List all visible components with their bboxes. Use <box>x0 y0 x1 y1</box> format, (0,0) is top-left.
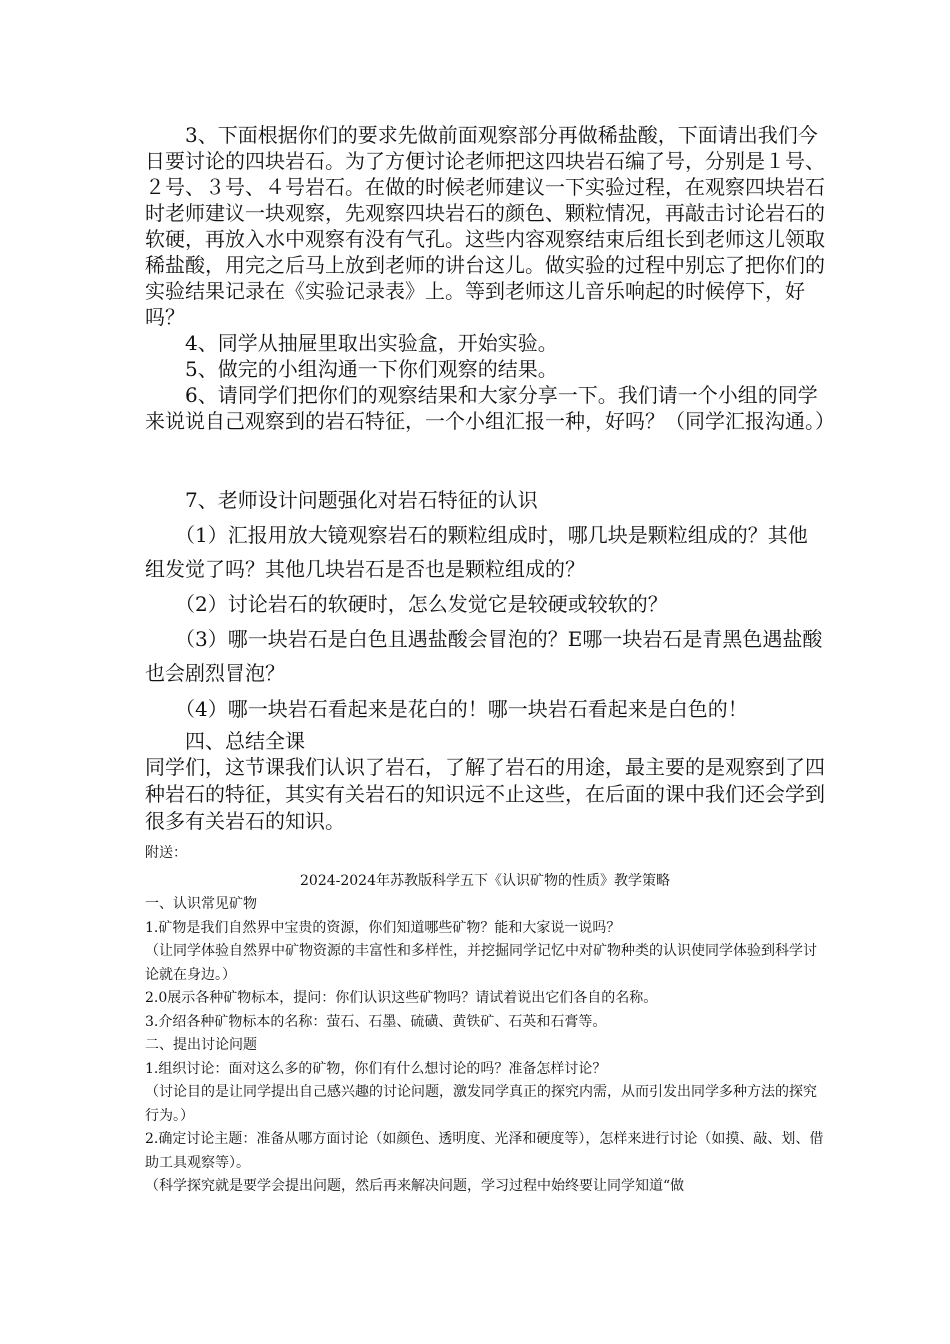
appendix-heading-2: 二、提出讨论问题 <box>145 1037 257 1053</box>
appendix-line: 2.0展示各种矿物标本，提问：你们认识这些矿物吗？请试着说出它们各自的名称。 <box>145 990 658 1006</box>
lesson-questions <box>145 482 825 835</box>
appendix-line: （科学探究就是要学会提出问题，然后再来解决问题，学习过程中始终要让同学知道“做 <box>145 1178 685 1194</box>
appendix-section <box>145 842 825 1199</box>
appendix-line: 1.矿物是我们自然界中宝贵的资源，你们知道哪些矿物？能和大家说一说吗？ <box>145 919 621 936</box>
section-heading-summary: 四、总结全课 <box>145 729 305 753</box>
appendix-heading-1: 一、认识常见矿物 <box>145 896 257 912</box>
lesson-section <box>145 122 835 434</box>
appendix-label: 附送： <box>145 845 187 861</box>
summary-paragraph: 同学们，这节课我们认识了岩石，了解了岩石的用途，最主要的是观察到了四种岩石的特征，其实有关岩石的知识远不止这些，在后面的课中我们还会学到很多有关岩石的知识。 <box>145 755 825 833</box>
appendix-title: 2024-2024年苏教版科学五下《认识矿物的性质》教学策略 <box>300 872 670 889</box>
appendix-line: （讨论目的是让同学提出自己感兴趣的讨论问题，激发同学真正的探究内需，从而引发出同学多种方法的探究行为。） <box>145 1084 817 1124</box>
question-4: （4）哪一块岩石看起来是花白的！哪一块岩石看起来是白色的！ <box>145 697 748 721</box>
paragraph-step-3: 3、下面根据你们的要求先做前面观察部分再做稀盐酸，下面请出我们今日要讨论的四块岩石。为了方便讨论老师把这四块岩石编了号，分别是１号、２号、３号、４号岩石。在做的时候老师建议一下实验过程，在观察四块岩石时老师建议一块观察，先观察四块岩石的颜色、颗粒情况，再敲击讨论岩石的软硬，再放入水中观察有没有气孔。这些内容观察结束后组长到老师这儿领取稀盐酸，用完之后马上放到老师的讲台这儿。做实验的过程中别忘了把你们的实验结果记录在《实验记录表》上。等到老师这儿音乐响起的时候停下，好吗？ <box>145 123 825 329</box>
appendix-line: 3.介绍各种矿物标本的名称：萤石、石墨、硫磺、黄铁矿、石英和石膏等。 <box>145 1013 607 1030</box>
appendix-line: （让同学体验自然界中矿物资源的丰富性和多样性，并挖掘同学记忆中对矿物种类的认识使同学体验到科学讨论就在身边。） <box>145 943 817 983</box>
paragraph-step-4: 4、同学从抽屉里取出实验盒，开始实验。 <box>145 331 558 355</box>
paragraph-step-6: 6、请同学们把你们的观察结果和大家分享一下。我们请一个小组的同学来说说自己观察到的岩石特征，一个小组汇报一种，好吗？（同学汇报沟通。） <box>145 383 835 433</box>
appendix-line: 1.组织讨论：面对这么多的矿物，你们有什么想讨论的吗？准备怎样讨论？ <box>145 1060 607 1077</box>
question-2: （2）讨论岩石的软硬时，怎么发觉它是较硬或较软的？ <box>145 592 668 616</box>
question-1: （1）汇报用放大镜观察岩石的颗粒组成时，哪几块是颗粒组成的？其他组发觉了吗？其他几块岩石是否也是颗粒组成的？ <box>145 523 808 581</box>
paragraph-step-5: 5、做完的小组沟通一下你们观察的结果。 <box>145 357 558 381</box>
question-3: （3）哪一块岩石是白色且遇盐酸会冒泡的？E哪一块岩石是青黑色遇盐酸也会剧烈冒泡？ <box>145 627 823 685</box>
appendix-line: 2.确定讨论主题：准备从哪方面讨论（如颜色、透明度、光泽和硬度等），怎样来进行讨论（如摸、敲、划、借助工具观察等）。 <box>145 1131 824 1171</box>
paragraph-step-7: 7、老师设计问题强化对岩石特征的认识 <box>145 488 538 512</box>
